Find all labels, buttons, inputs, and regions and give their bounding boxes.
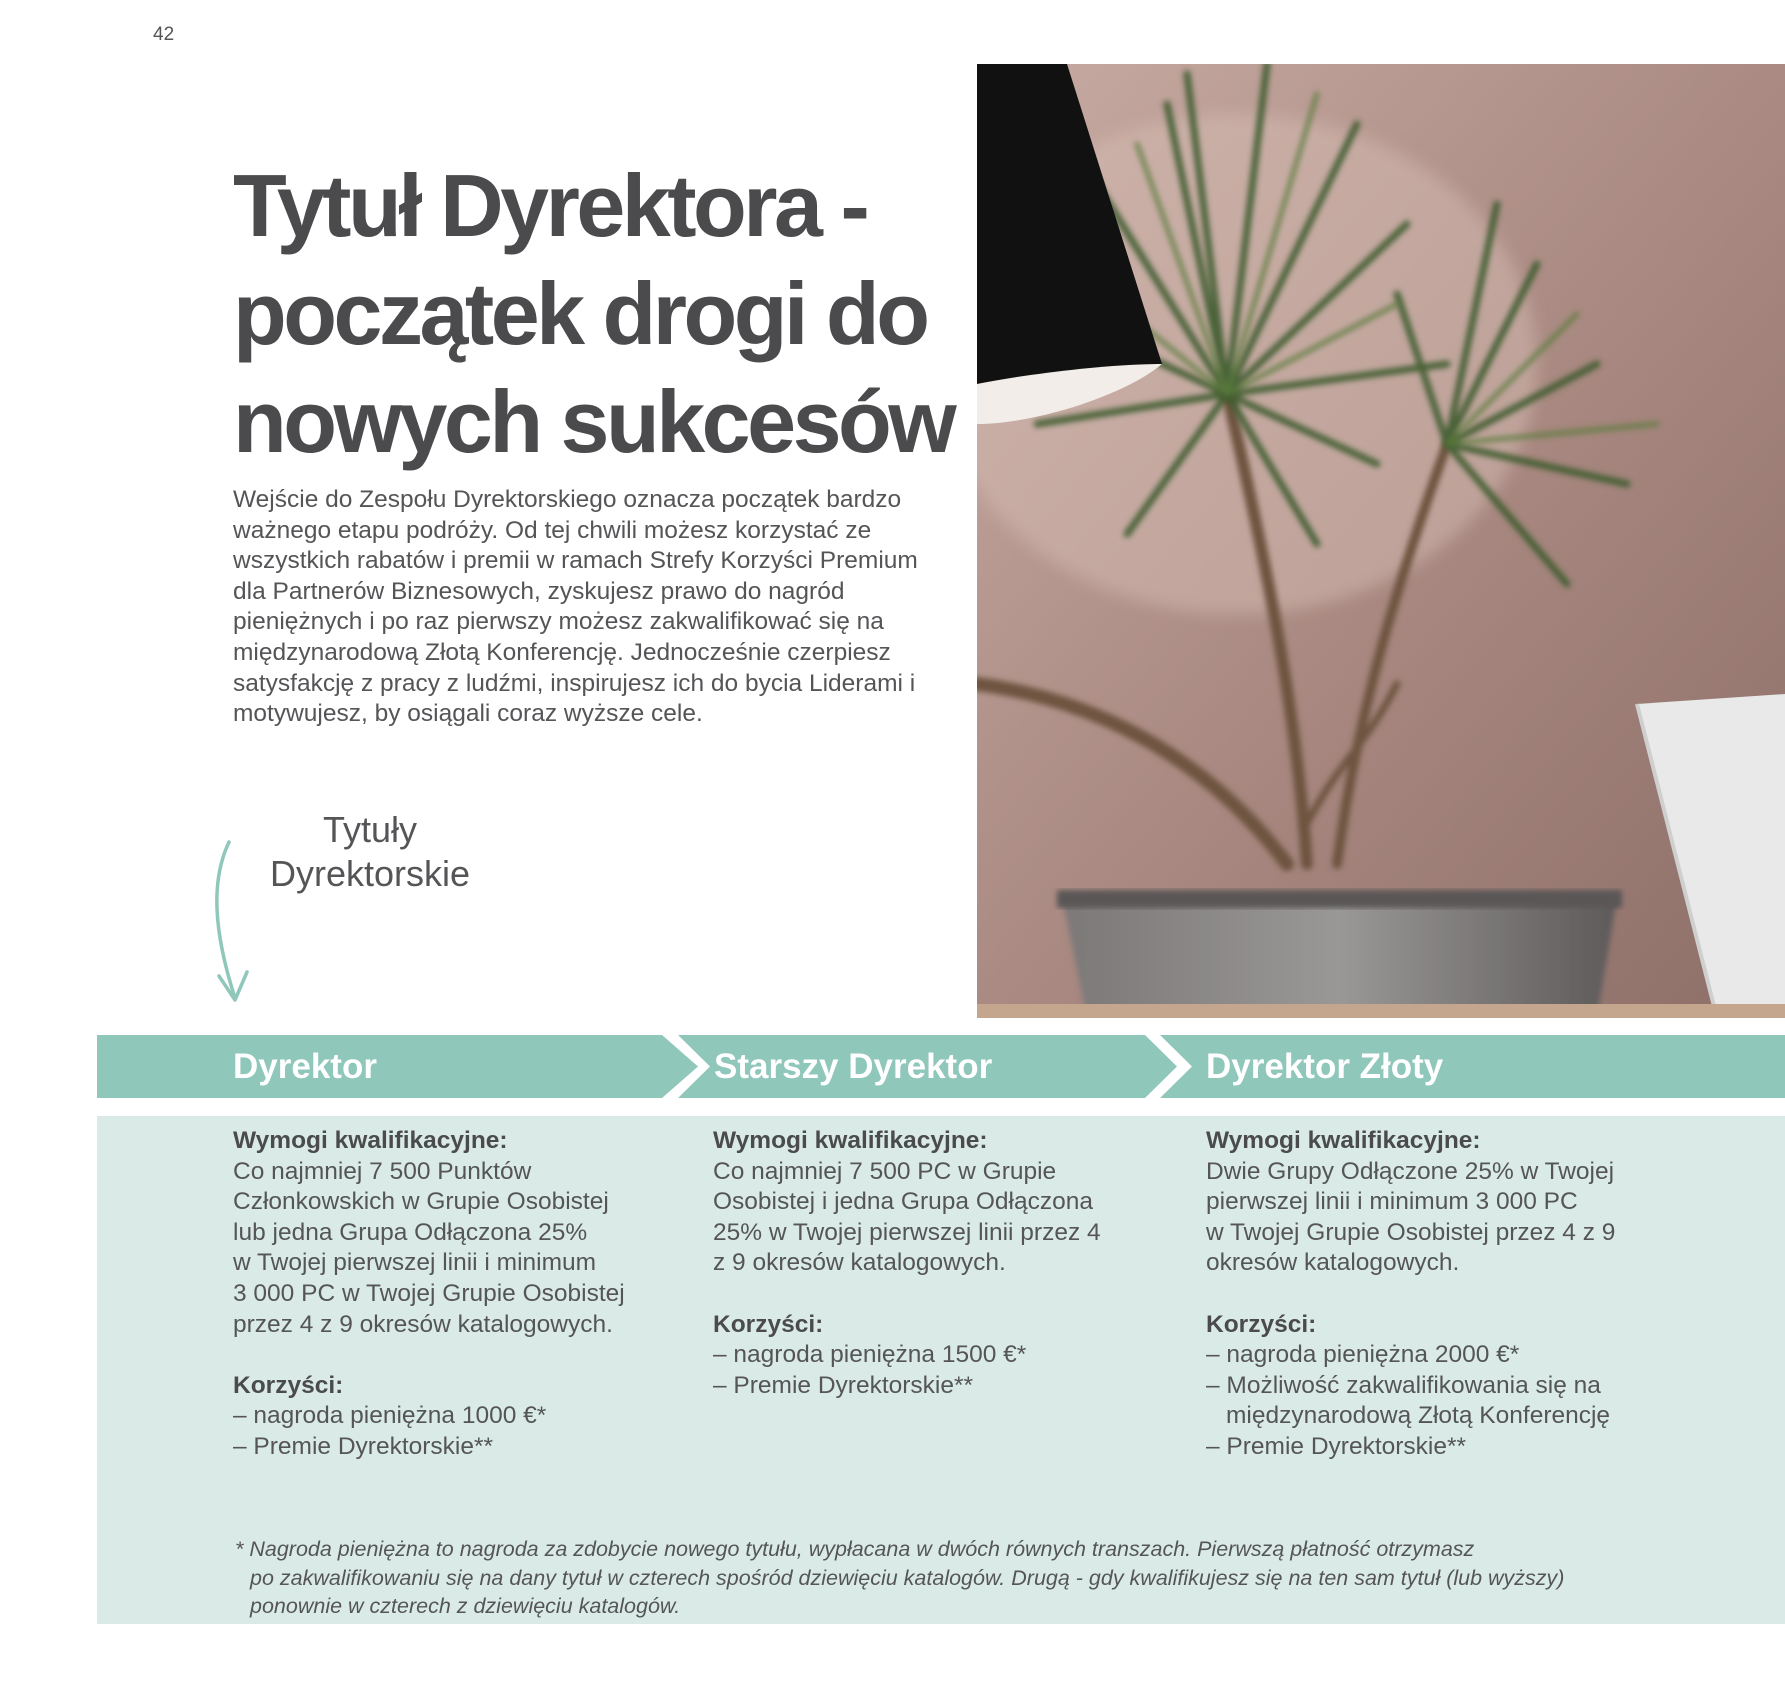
tier-column-dyrektor (233, 1126, 673, 1463)
benefit-line: – nagroda pieniężna 2000 €* (1206, 1341, 1520, 1369)
page-number: 42 (153, 24, 175, 45)
requirements-heading: Wymogi kwalifikacyjne: (233, 1127, 508, 1154)
requirement-line: w Twojej pierwszej linii i minimum (233, 1249, 597, 1277)
benefit-line: – Premie Dyrektorskie** (713, 1371, 974, 1399)
footnote (235, 1535, 1715, 1621)
requirement-line: Osobistej i jedna Grupa Odłączona (713, 1188, 1093, 1216)
footnote-line: ponownie w czterech z dziewięciu katalogów. (250, 1594, 681, 1618)
benefits-heading: Korzyści: (233, 1371, 344, 1399)
tier-title-dyrektor: Dyrektor (233, 1047, 377, 1086)
requirement-line: pierwszej linii i minimum 3 000 PC (1206, 1188, 1578, 1216)
benefits-heading: Korzyści: (1206, 1310, 1317, 1338)
benefit-line: – nagroda pieniężna 1500 €* (713, 1341, 1027, 1369)
requirement-line: lub jedna Grupa Odłączona 25% (233, 1218, 588, 1246)
benefit-line: – Możliwość zakwalifikowania się na (1206, 1371, 1601, 1399)
requirement-line: Dwie Grupy Odłączone 25% w Twojej (1206, 1157, 1615, 1185)
tier-column-starszy-dyrektor (713, 1126, 1153, 1401)
requirements-heading: Wymogi kwalifikacyjne: (713, 1127, 988, 1154)
benefit-line: międzynarodową Złotą Konferencję (1226, 1402, 1611, 1430)
requirements-heading: Wymogi kwalifikacyjne: (1206, 1127, 1481, 1154)
curved-arrow-down-icon (205, 830, 285, 1010)
requirement-line: przez 4 z 9 okresów katalogowych. (233, 1310, 613, 1338)
benefit-line: – Premie Dyrektorskie** (1206, 1432, 1467, 1460)
footnote-line: * Nagroda pieniężna to nagroda za zdobycie nowego tytułu, wypłacana w dwóch równych transzach. Pierwszą płatność otrzymasz (235, 1537, 1475, 1561)
footnote-line: po zakwalifikowaniu się na dany tytuł w czterech spośród dziewięciu katalogów. Drugą - gdy kwalifikujesz się na ten sam tytuł (lub wyższy) (250, 1565, 1565, 1590)
tier-column-dyrektor-zloty (1206, 1126, 1676, 1463)
benefit-line: – nagroda pieniężna 1000 €* (233, 1402, 547, 1430)
requirement-line: okresów katalogowych. (1206, 1249, 1460, 1277)
requirement-line: 25% w Twojej pierwszej linii przez 4 (713, 1218, 1101, 1246)
photo-plant-lamp (977, 64, 1785, 1018)
benefit-line: – Premie Dyrektorskie** (233, 1432, 494, 1460)
titles-label-line2: Dyrektorskie (269, 853, 471, 894)
tier-title-dyrektor-zloty: Dyrektor Złoty (1206, 1047, 1444, 1086)
tier-ribbon (97, 1035, 1785, 1098)
requirement-line: Co najmniej 7 500 Punktów (233, 1157, 532, 1185)
benefits-heading: Korzyści: (713, 1310, 824, 1338)
page-title: Tytuł Dyrektora - początek drogi do nowych sukcesów (233, 156, 954, 471)
intro-paragraph: Wejście do Zespołu Dyrektorskiego oznacza początek bardzo ważnego etapu podróży. Od tej chwili możesz korzystać ze wszystkich rabatów i premii w ramach Strefy Korzyści Premium dla Partnerów Biznesowych, zyskujesz prawo do nagród pieniężnych i po raz pierwszy możesz zakwalifikować się na międzynarodową Złotą Konferencję. Jednocześnie czerpiesz satysfakcję z pracy z ludźmi, inspirujesz ich do bycia Liderami i motywujesz, by osiągali coraz wyższe cele. (233, 486, 918, 728)
requirement-line: z 9 okresów katalogowych. (713, 1249, 1006, 1277)
requirement-line: Członkowskich w Grupie Osobistej (233, 1188, 609, 1216)
titles-label-line1: Tytuły (322, 809, 418, 850)
requirement-line: w Twojej Grupie Osobistej przez 4 z 9 (1206, 1218, 1616, 1246)
tier-title-starszy-dyrektor: Starszy Dyrektor (714, 1047, 993, 1086)
requirement-line: Co najmniej 7 500 PC w Grupie (713, 1157, 1057, 1185)
requirement-line: 3 000 PC w Twojej Grupie Osobistej (233, 1279, 625, 1307)
